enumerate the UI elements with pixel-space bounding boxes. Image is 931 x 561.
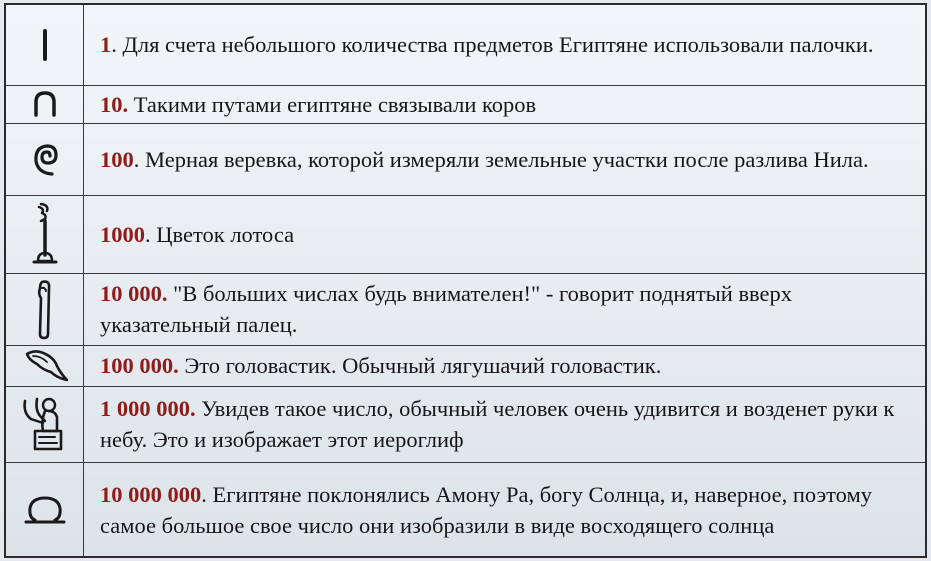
table-row bbox=[6, 386, 925, 462]
row-text: . Цветок лотоса bbox=[145, 221, 295, 247]
glyph-cell bbox=[6, 345, 84, 386]
glyph-cell bbox=[6, 273, 84, 345]
row-text: "В больших числах будь внимателен!" - говорит поднятый вверх указательный палец. bbox=[100, 281, 793, 337]
table-row bbox=[6, 273, 925, 345]
number-value: 1 000 000. bbox=[100, 396, 196, 421]
number-value: 100 bbox=[100, 146, 134, 172]
table-row bbox=[6, 5, 925, 85]
astonished-man-hieroglyph-icon bbox=[17, 391, 73, 457]
table-row bbox=[6, 462, 925, 557]
number-value: 100 000. bbox=[100, 353, 179, 378]
row-description bbox=[84, 85, 926, 123]
table-row bbox=[6, 123, 925, 195]
row-text: Такими путами египтяне связывали коров bbox=[128, 91, 537, 117]
lotus-flower-hieroglyph-icon bbox=[25, 199, 65, 269]
single-stroke-hieroglyph-icon bbox=[25, 25, 65, 65]
number-value: 10 000. bbox=[100, 281, 168, 306]
hieroglyph-numbers-table bbox=[4, 3, 927, 558]
number-value: 10. bbox=[100, 91, 129, 117]
table-row bbox=[6, 195, 925, 273]
coil-of-rope-hieroglyph-icon bbox=[25, 137, 65, 181]
rising-sun-hieroglyph-icon bbox=[20, 490, 70, 530]
glyph-cell bbox=[6, 195, 84, 273]
number-value: 10 000 000 bbox=[100, 481, 202, 507]
number-value: 1000 bbox=[100, 221, 145, 247]
glyph-cell bbox=[6, 462, 84, 557]
row-description bbox=[84, 195, 926, 273]
row-description bbox=[84, 345, 926, 386]
row-text: . Египтяне поклонялись Амону Ра, богу Солнца, и, наверное, поэтому самое большое свое число они изобразили в виде восходящего солнца bbox=[100, 481, 872, 538]
tadpole-hieroglyph-icon bbox=[17, 346, 73, 386]
number-value: 1 bbox=[100, 32, 112, 58]
cattle-hobble-hieroglyph-icon bbox=[25, 89, 65, 119]
raised-finger-hieroglyph-icon bbox=[25, 276, 65, 342]
row-description bbox=[84, 123, 926, 195]
row-description bbox=[84, 462, 926, 557]
table-row bbox=[6, 85, 925, 123]
row-description bbox=[84, 273, 926, 345]
table-row bbox=[6, 345, 925, 386]
glyph-cell bbox=[6, 85, 84, 123]
row-description bbox=[84, 386, 926, 462]
glyph-cell bbox=[6, 386, 84, 462]
row-description bbox=[84, 5, 926, 85]
glyph-cell bbox=[6, 123, 84, 195]
row-text: Это головастик. Обычный лягушачий головастик. bbox=[178, 353, 662, 378]
row-text: . Для счета небольшого количества предметов Египтяне использовали палочки. bbox=[111, 32, 874, 58]
glyph-cell bbox=[6, 5, 84, 85]
row-text: Увидев такое число, обычный человек очень удивится и возденет руки к небу. Это и изображает этот иероглиф bbox=[100, 396, 895, 452]
row-text: . Мерная веревка, которой измеряли земельные участки после разлива Нила. bbox=[133, 146, 869, 172]
